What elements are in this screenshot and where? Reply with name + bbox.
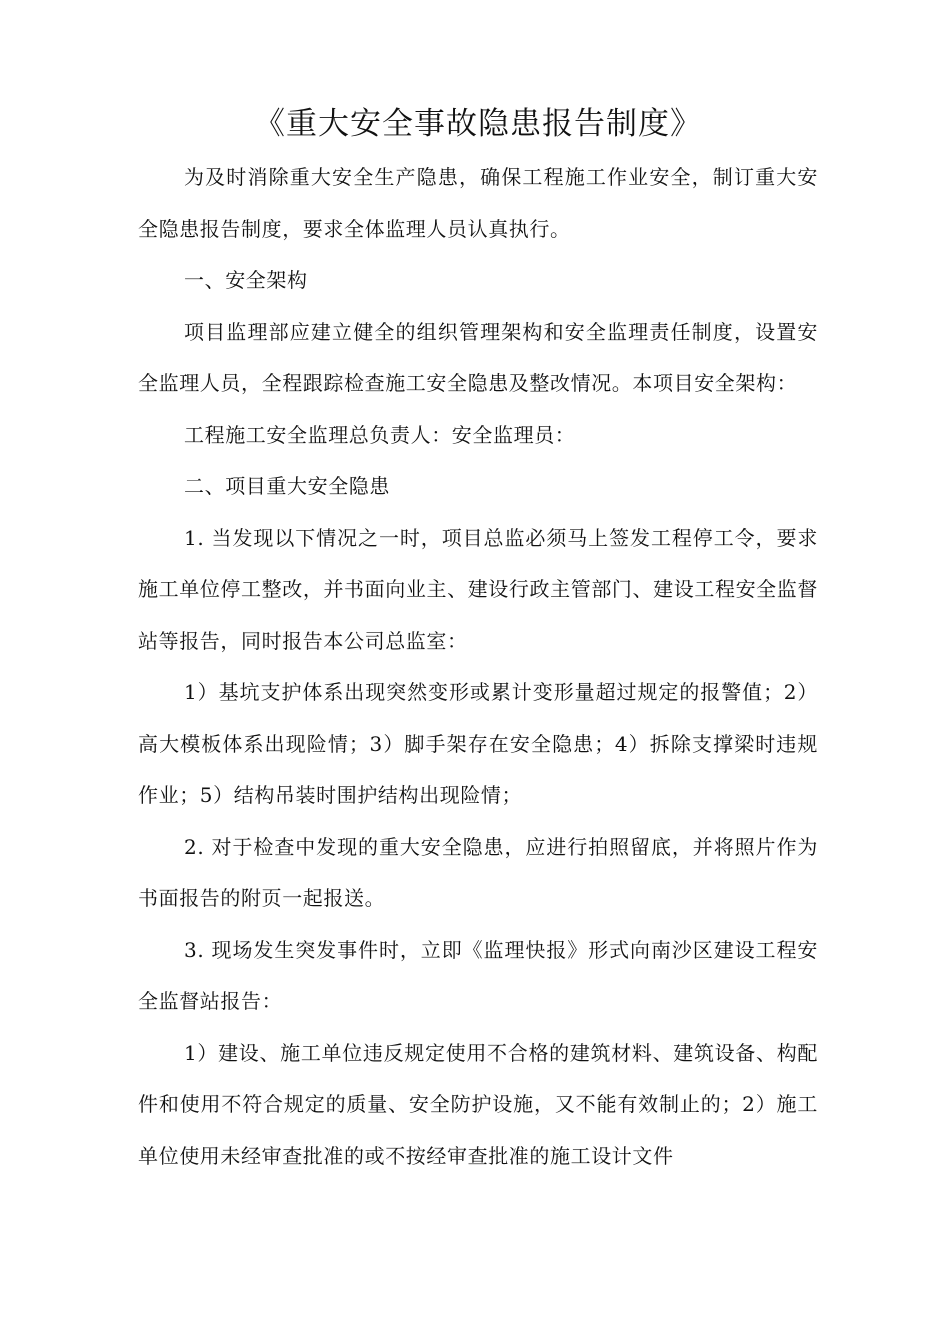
item-1-subitems: 1）基坑支护体系出现突然变形或累计变形量超过规定的报警值；2）高大模板体系出现险情；3）脚手架存在安全隐患；4）拆除支撑梁时违规作业；5）结构吊装时围护结构出现险情； — [138, 680, 818, 807]
document-page — [138, 98, 818, 1182]
item-1-paragraph: 1. 当发现以下情况之一时，项目总监必须马上签发工程停工令，要求施工单位停工整改，并书面向业主、建设行政主管部门、建设工程安全监督站等报告，同时报告本公司总监室： — [138, 525, 818, 653]
item-3-subitems: 1）建设、施工单位违反规定使用不合格的建筑材料、建筑设备、构配件和使用不符合规定的质量、安全防护设施，又不能有效制止的；2）施工单位使用未经审查批准的或不按经审查批准的施工设计文件 — [138, 1040, 818, 1168]
safety-structure-paragraph: 项目监理部应建立健全的组织管理架构和安全监理责任制度，设置安全监理人员，全程跟踪检查施工安全隐患及整改情况。本项目安全架构： — [138, 319, 818, 395]
section-heading-major-hazards: 二、项目重大安全隐患 — [184, 474, 390, 498]
section-heading-safety-structure: 一、安全架构 — [184, 268, 308, 292]
safety-supervisor-line: 工程施工安全监理总负责人：安全监理员： — [184, 422, 576, 447]
item-2-paragraph: 2. 对于检查中发现的重大安全隐患，应进行拍照留底，并将照片作为书面报告的附页一起报送。 — [138, 834, 818, 910]
intro-paragraph: 为及时消除重大安全生产隐患，确保工程施工作业安全，制订重大安全隐患报告制度，要求全体监理人员认真执行。 — [138, 165, 818, 241]
document-title: 《重大安全事故隐患报告制度》 — [254, 106, 702, 142]
item-3-paragraph: 3. 现场发生突发事件时，立即《监理快报》形式向南沙区建设工程安全监督站报告： — [138, 937, 818, 1013]
